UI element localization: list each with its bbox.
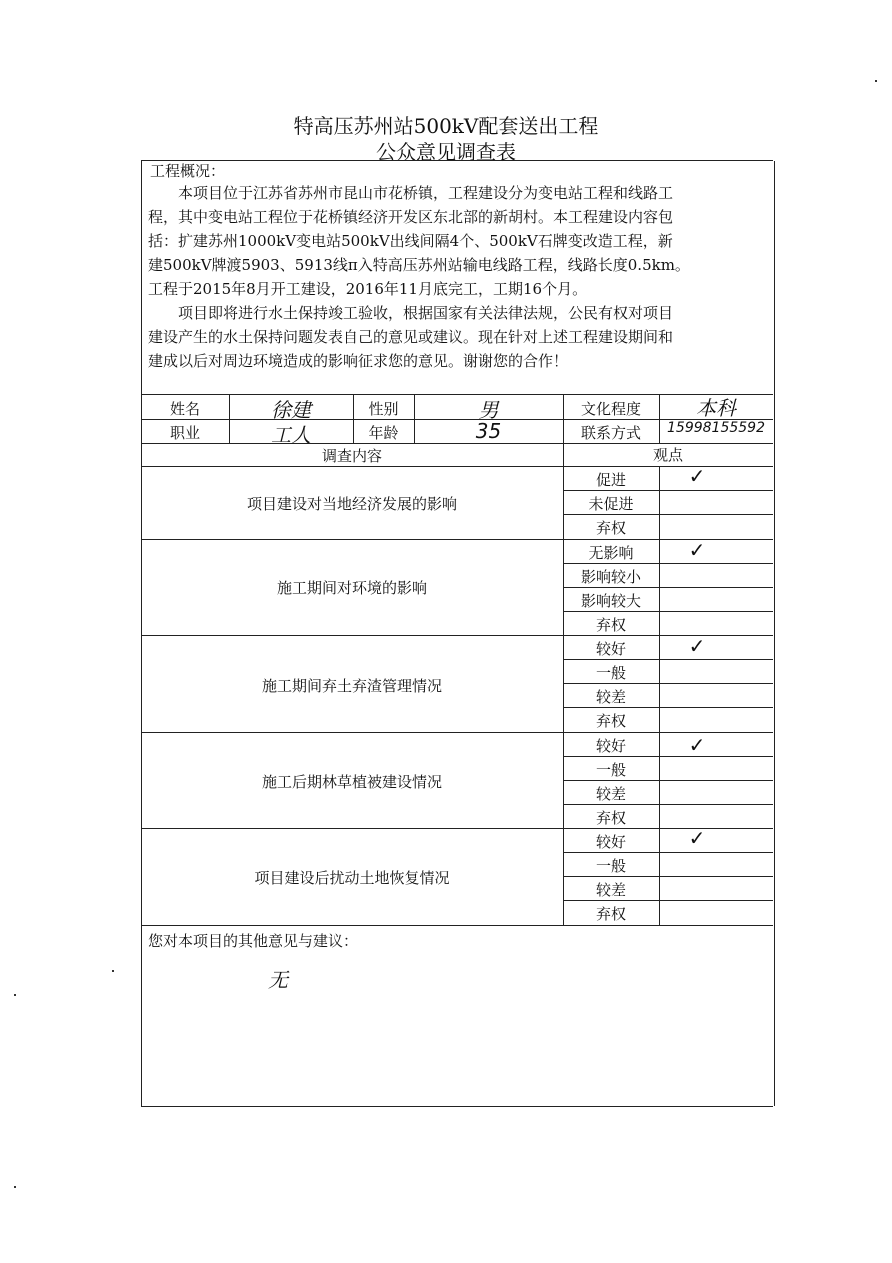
scan-speck: [14, 994, 16, 996]
occupation-label: 职业: [169, 424, 200, 442]
option-label: 影响较小: [580, 568, 641, 586]
option-label: 一般: [595, 761, 626, 779]
scan-speck: [875, 80, 877, 82]
option-label: 促进: [595, 471, 626, 489]
option-label: 未促进: [588, 495, 634, 513]
frame-bottom-line: [141, 1106, 773, 1107]
name-value: 徐建: [271, 398, 311, 422]
education-value: 本科: [696, 396, 736, 420]
overview-line: 程，其中变电站工程位于花桥镇经济开发区东北部的新胡村。本工程建设内容包: [148, 208, 674, 226]
name-label: 姓名: [169, 400, 200, 418]
document-subtitle: 公众意见调查表: [376, 140, 516, 164]
age-label: 年龄: [368, 424, 399, 442]
option-label: 较差: [595, 785, 626, 803]
overview-line: 建成以后对周边环境造成的影响征求您的意见。谢谢您的合作！: [148, 352, 569, 370]
overview-line: 本项目位于江苏省苏州市昆山市花桥镇，工程建设分为变电站工程和线路工: [148, 184, 674, 202]
survey-topic: 施工期间弃土弃渣管理情况: [261, 677, 442, 695]
overview-line: 建500kV牌渡5903、5913线π入特高压苏州站输电线路工程，线路长度0.5km。: [148, 256, 690, 274]
check-mark: ✓: [688, 538, 706, 562]
survey-topic: 施工期间对环境的影响: [276, 579, 427, 597]
option-label: 一般: [595, 664, 626, 682]
overview-line: 括：扩建苏州1000kV变电站500kV出线间隔4个、500kV石牌变改造工程，新: [148, 232, 673, 250]
option-label: 弃权: [595, 616, 626, 634]
check-mark: ✓: [688, 733, 706, 757]
overview-line: 建设产生的水土保持问题发表自己的意见或建议。现在针对上述工程建设期间和: [148, 328, 674, 346]
option-label: 弃权: [595, 809, 626, 827]
survey-content-header: 调查内容: [321, 447, 382, 465]
survey-opinion-header: 观点: [652, 446, 683, 464]
option-label: 弃权: [595, 905, 626, 923]
survey-topic: 项目建设对当地经济发展的影响: [246, 495, 457, 513]
option-label: 较好: [595, 640, 626, 658]
gender-value: 男: [478, 398, 499, 422]
check-mark: ✓: [688, 826, 706, 850]
contact-label: 联系方式: [580, 424, 641, 442]
document-title: 特高压苏州站500kV配套送出工程: [293, 114, 599, 138]
option-label: 一般: [595, 857, 626, 875]
scan-speck: [14, 1186, 16, 1188]
option-label: 较好: [595, 833, 626, 851]
contact-value: 15998155592: [667, 420, 765, 436]
frame-top-line: [141, 160, 773, 161]
option-label: 影响较大: [580, 592, 641, 610]
option-label: 较差: [595, 881, 626, 899]
other-opinions-value: 无: [268, 968, 288, 992]
check-mark: ✓: [688, 634, 706, 658]
survey-topic: 项目建设后扰动土地恢复情况: [254, 869, 450, 887]
option-label: 弃权: [595, 712, 626, 730]
occupation-value: 工人: [271, 423, 311, 447]
check-mark: ✓: [688, 464, 706, 488]
gender-label: 性别: [368, 400, 399, 418]
option-label: 无影响: [588, 544, 634, 562]
age-value: 35: [475, 419, 502, 443]
overview-line: 工程于2015年8月开工建设，2016年11月底完工，工期16个月。: [148, 280, 588, 298]
education-label: 文化程度: [580, 400, 641, 418]
option-label: 较差: [595, 688, 626, 706]
option-label: 弃权: [595, 519, 626, 537]
overview-line: 项目即将进行水土保持竣工验收，根据国家有关法律法规，公民有权对项目: [148, 304, 674, 322]
other-opinions-label: 您对本项目的其他意见与建议：: [148, 932, 359, 950]
survey-topic: 施工后期林草植被建设情况: [261, 773, 442, 791]
scan-speck: [112, 970, 114, 972]
overview-heading: 工程概况：: [150, 162, 226, 180]
option-label: 较好: [595, 737, 626, 755]
